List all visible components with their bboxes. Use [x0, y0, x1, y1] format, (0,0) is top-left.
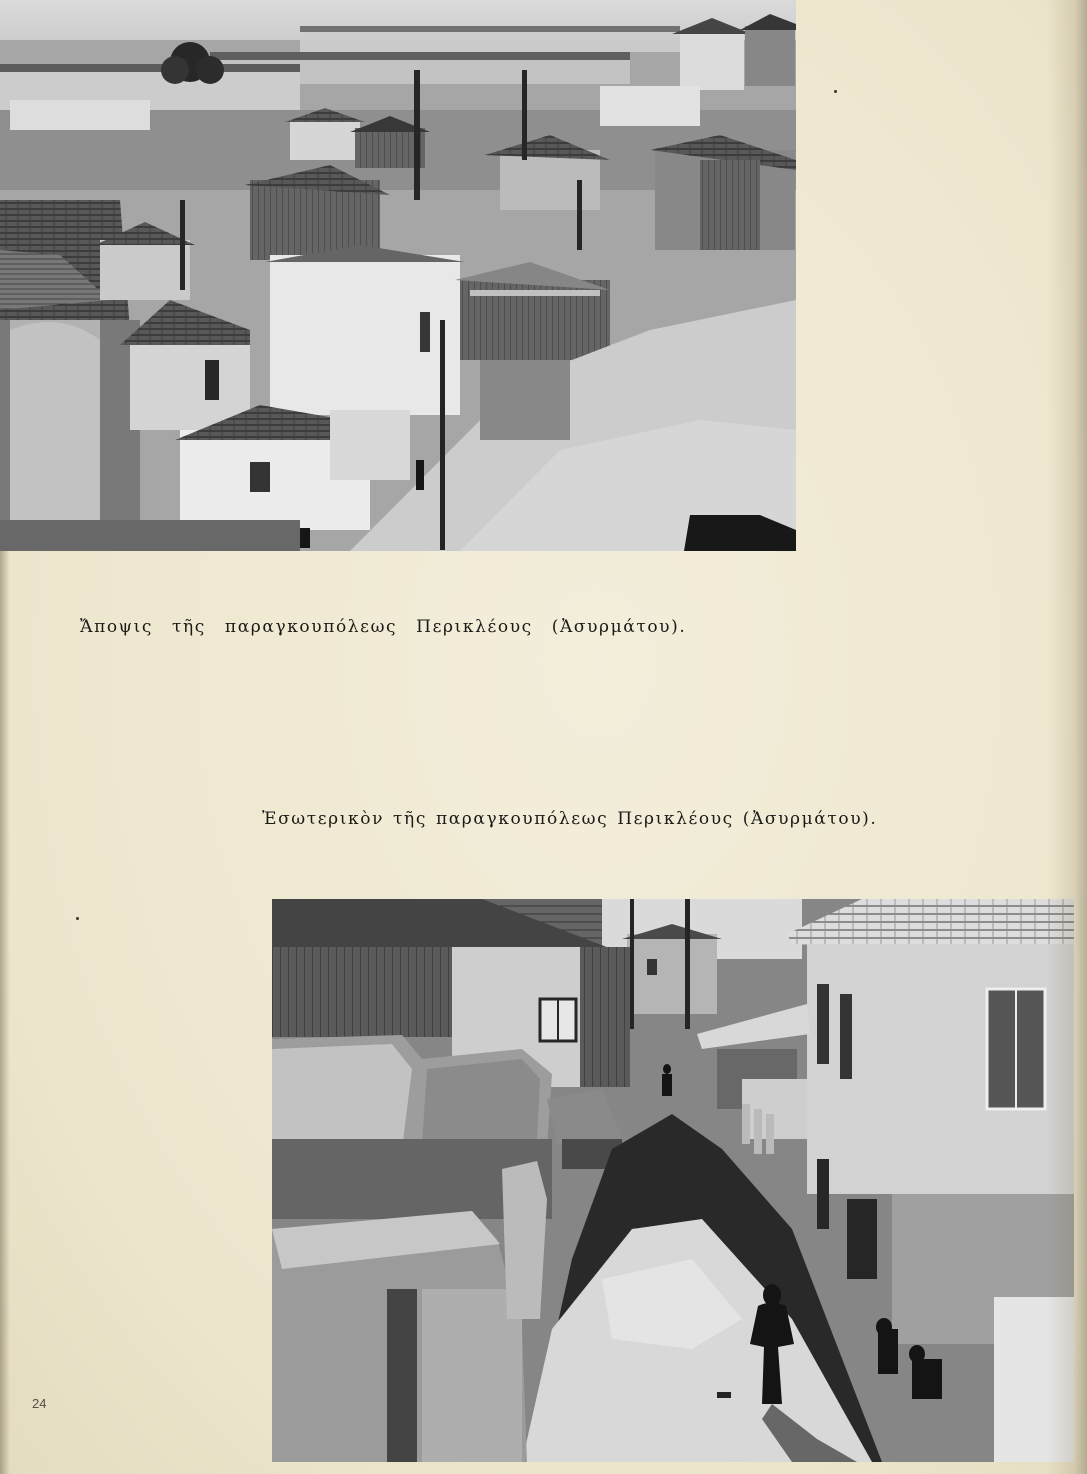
interior-photo-drawing — [272, 899, 1074, 1462]
page-right-shadow — [1047, 0, 1087, 1474]
aerial-photo-drawing — [0, 0, 796, 551]
interior-photo-shanty-street — [272, 899, 1074, 1462]
aerial-photo-shanty-town — [0, 0, 796, 551]
page-number: 24 — [32, 1396, 47, 1411]
caption-interior-view: Ἐσωτερικὸν τῆς παραγκουπόλεως Περικλέους (Ἀσυρμάτου). — [262, 809, 878, 829]
paper-speck — [76, 917, 79, 920]
caption-aerial-view: Ἄποψις τῆς παραγκουπόλεως Περικλέους (Ἀσυρμάτου). — [80, 617, 687, 637]
paper-speck — [834, 90, 837, 93]
